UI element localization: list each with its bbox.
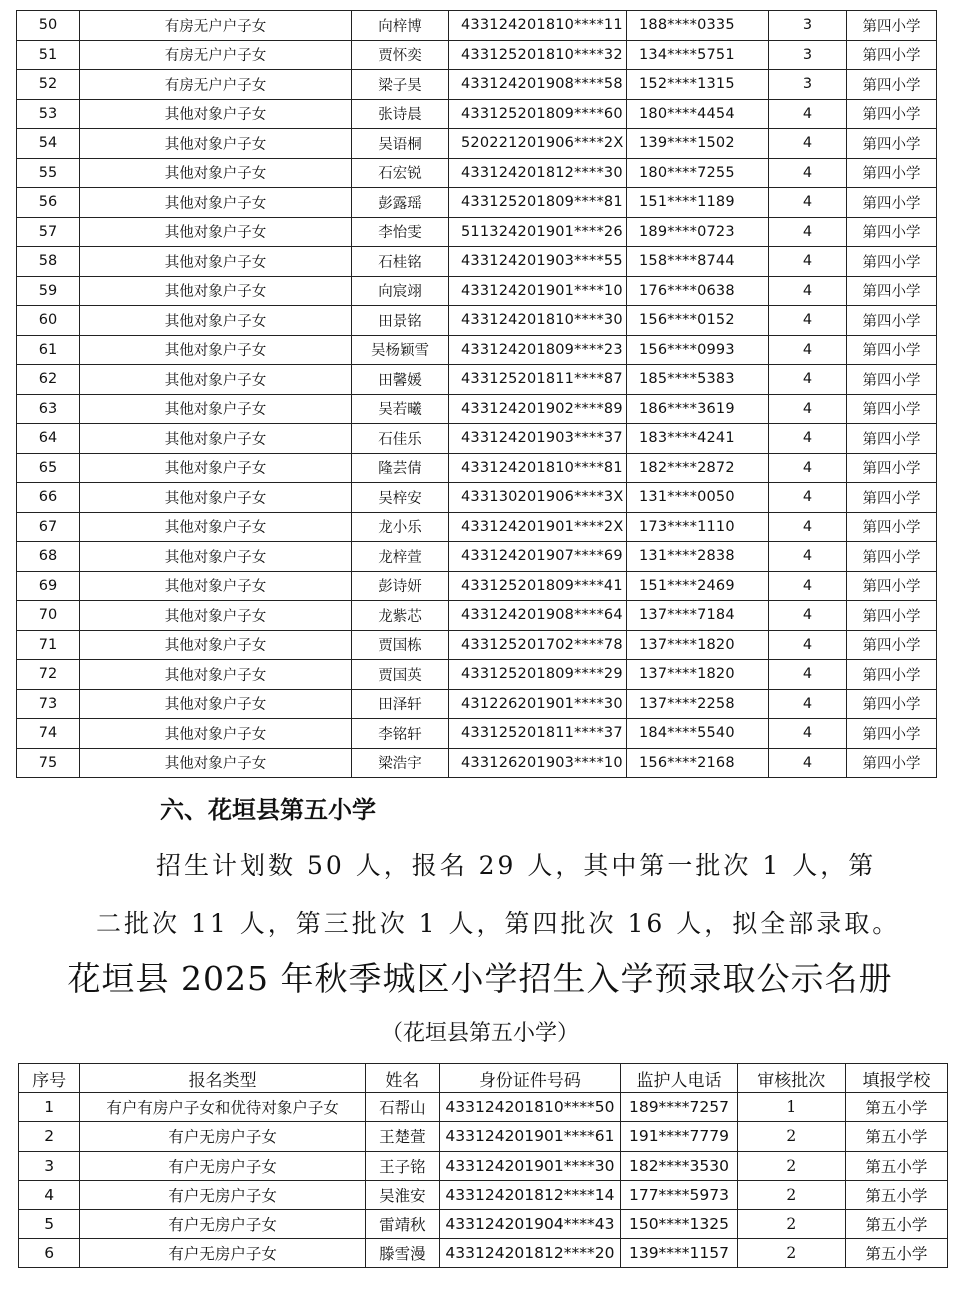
cell-review-batch: 4: [769, 335, 847, 365]
cell-category: 其他对象户子女: [80, 365, 352, 395]
cell-name: 张诗晨: [352, 99, 449, 129]
cell-name: 雷靖秋: [366, 1209, 440, 1238]
table-row: [17, 70, 937, 100]
table-row: [17, 40, 937, 70]
cell-category: 有房无户户子女: [80, 11, 352, 41]
cell-name: 吴若曦: [352, 394, 449, 424]
table-row: [17, 571, 937, 601]
cell-seq: 53: [17, 99, 80, 129]
cell-id-number: 433124201901****61: [439, 1122, 621, 1151]
cell-id-number: 431226201901****30: [449, 689, 627, 719]
cell-id-number: 433124201810****81: [449, 453, 627, 483]
table-row: [17, 365, 937, 395]
cell-id-number: 433124201904****43: [439, 1209, 621, 1238]
cell-category: 其他对象户子女: [80, 630, 352, 660]
cell-category: 其他对象户子女: [80, 483, 352, 513]
cell-school: 第四小学: [847, 129, 937, 159]
cell-review-batch: 4: [769, 424, 847, 454]
cell-id-number: 433125201811****37: [449, 719, 627, 749]
cell-id-number: 433124201901****10: [449, 276, 627, 306]
cell-category: 有房无户户子女: [80, 70, 352, 100]
cell-seq: 61: [17, 335, 80, 365]
cell-id-number: 433124201902****89: [449, 394, 627, 424]
cell-seq: 52: [17, 70, 80, 100]
cell-name: 梁浩宇: [352, 748, 449, 778]
cell-review-batch: 4: [769, 276, 847, 306]
cell-id-number: 433124201810****50: [439, 1093, 621, 1122]
cell-guardian-phone: 139****1502: [627, 129, 769, 159]
section-paragraph-line-1: 招生计划数 50 人，报名 29 人，其中第一批次 1 人，第: [156, 851, 877, 880]
cell-id-number: 511324201901****26: [449, 217, 627, 247]
cell-school: 第四小学: [847, 70, 937, 100]
cell-school: 第四小学: [847, 748, 937, 778]
cell-category: 其他对象户子女: [80, 542, 352, 572]
cell-review-batch: 4: [769, 571, 847, 601]
cell-review-batch: 4: [769, 247, 847, 277]
cell-category: 有户无房户子女: [80, 1180, 366, 1209]
cell-review-batch: 4: [769, 630, 847, 660]
cell-school: 第五小学: [845, 1239, 947, 1268]
cell-seq: 6: [19, 1239, 80, 1268]
cell-school: 第四小学: [847, 247, 937, 277]
table-row: [17, 453, 937, 483]
cell-id-number: 433124201809****23: [449, 335, 627, 365]
table-header-row: [19, 1064, 948, 1093]
cell-review-batch: 4: [769, 601, 847, 631]
cell-name: 贾国栋: [352, 630, 449, 660]
cell-school: 第四小学: [847, 689, 937, 719]
cell-category: 有户无房户子女: [80, 1209, 366, 1238]
cell-school: 第四小学: [847, 40, 937, 70]
cell-category: 其他对象户子女: [80, 748, 352, 778]
cell-seq: 62: [17, 365, 80, 395]
cell-school: 第四小学: [847, 217, 937, 247]
cell-name: 田泽轩: [352, 689, 449, 719]
cell-school: 第四小学: [847, 601, 937, 631]
cell-review-batch: 4: [769, 306, 847, 336]
cell-name: 彭露瑶: [352, 188, 449, 218]
cell-guardian-phone: 173****1110: [627, 512, 769, 542]
cell-id-number: 433124201810****30: [449, 306, 627, 336]
cell-review-batch: 4: [769, 542, 847, 572]
cell-seq: 66: [17, 483, 80, 513]
section-paragraph-line-2: 二批次 11 人，第三批次 1 人，第四批次 16 人，拟全部录取。: [96, 909, 901, 938]
table-row: [17, 99, 937, 129]
cell-category: 其他对象户子女: [80, 188, 352, 218]
table-row: [17, 542, 937, 572]
cell-id-number: 433124201903****55: [449, 247, 627, 277]
cell-guardian-phone: 182****3530: [621, 1151, 737, 1180]
cell-review-batch: 4: [769, 217, 847, 247]
cell-seq: 56: [17, 188, 80, 218]
table-row: [17, 217, 937, 247]
cell-seq: 5: [19, 1209, 80, 1238]
cell-category: 其他对象户子女: [80, 660, 352, 690]
cell-name: 贾国英: [352, 660, 449, 690]
cell-seq: 64: [17, 424, 80, 454]
cell-id-number: 433124201901****2X: [449, 512, 627, 542]
document-title: 花垣县 2025 年秋季城区小学招生入学预录取公示名册: [67, 959, 893, 998]
cell-guardian-phone: 134****5751: [627, 40, 769, 70]
table-row: [19, 1151, 948, 1180]
table-row: [17, 158, 937, 188]
table-row: [17, 276, 937, 306]
table-row: [19, 1239, 948, 1268]
cell-name: 吴杨颖雪: [352, 335, 449, 365]
cell-id-number: 433124201810****11: [449, 11, 627, 41]
table-row: [19, 1093, 948, 1122]
cell-category: 其他对象户子女: [80, 99, 352, 129]
cell-guardian-phone: 184****5540: [627, 719, 769, 749]
table-row: [17, 483, 937, 513]
cell-seq: 3: [19, 1151, 80, 1180]
cell-review-batch: 4: [769, 748, 847, 778]
cell-category: 其他对象户子女: [80, 453, 352, 483]
cell-category: 其他对象户子女: [80, 276, 352, 306]
cell-guardian-phone: 191****7779: [621, 1122, 737, 1151]
cell-category: 有户无房户子女: [80, 1151, 366, 1180]
cell-seq: 63: [17, 394, 80, 424]
section-heading: 六、花垣县第五小学: [160, 796, 376, 824]
document-subtitle: （花垣县第五小学）: [380, 1021, 579, 1046]
header-guardian-phone: 监护人电话: [621, 1064, 737, 1093]
cell-guardian-phone: 176****0638: [627, 276, 769, 306]
cell-school: 第四小学: [847, 99, 937, 129]
cell-name: 向梓博: [352, 11, 449, 41]
cell-guardian-phone: 186****3619: [627, 394, 769, 424]
cell-school: 第四小学: [847, 660, 937, 690]
cell-category: 有房无户户子女: [80, 40, 352, 70]
cell-seq: 50: [17, 11, 80, 41]
cell-name: 滕雪漫: [366, 1239, 440, 1268]
table-row: [17, 660, 937, 690]
table-row: [17, 630, 937, 660]
cell-guardian-phone: 177****5973: [621, 1180, 737, 1209]
cell-category: 其他对象户子女: [80, 394, 352, 424]
cell-name: 龙紫芯: [352, 601, 449, 631]
cell-review-batch: 4: [769, 719, 847, 749]
cell-school: 第四小学: [847, 453, 937, 483]
cell-id-number: 433124201812****30: [449, 158, 627, 188]
cell-id-number: 433125201809****29: [449, 660, 627, 690]
cell-guardian-phone: 131****2838: [627, 542, 769, 572]
cell-name: 贾怀奕: [352, 40, 449, 70]
table-row: [17, 306, 937, 336]
header-school: 填报学校: [845, 1064, 947, 1093]
cell-guardian-phone: 131****0050: [627, 483, 769, 513]
table-row: [17, 188, 937, 218]
cell-school: 第四小学: [847, 630, 937, 660]
cell-school: 第五小学: [845, 1122, 947, 1151]
cell-seq: 55: [17, 158, 80, 188]
cell-guardian-phone: 137****7184: [627, 601, 769, 631]
cell-seq: 65: [17, 453, 80, 483]
cell-seq: 71: [17, 630, 80, 660]
cell-guardian-phone: 189****0723: [627, 217, 769, 247]
cell-seq: 73: [17, 689, 80, 719]
cell-school: 第四小学: [847, 306, 937, 336]
cell-name: 龙小乐: [352, 512, 449, 542]
cell-name: 彭诗妍: [352, 571, 449, 601]
cell-id-number: 433125201810****32: [449, 40, 627, 70]
cell-id-number: 433125201809****60: [449, 99, 627, 129]
cell-review-batch: 2: [737, 1209, 845, 1238]
cell-guardian-phone: 137****2258: [627, 689, 769, 719]
table-row: [17, 247, 937, 277]
table-row: [17, 719, 937, 749]
cell-school: 第四小学: [847, 11, 937, 41]
cell-guardian-phone: 150****1325: [621, 1209, 737, 1238]
cell-guardian-phone: 139****1157: [621, 1239, 737, 1268]
table-row: [17, 129, 937, 159]
cell-name: 石佳乐: [352, 424, 449, 454]
cell-guardian-phone: 158****8744: [627, 247, 769, 277]
cell-category: 有户有房户子女和优待对象户子女: [80, 1093, 366, 1122]
cell-school: 第四小学: [847, 719, 937, 749]
cell-school: 第四小学: [847, 335, 937, 365]
cell-review-batch: 3: [769, 11, 847, 41]
cell-id-number: 433124201812****20: [439, 1239, 621, 1268]
enrollment-table-school-4: [16, 10, 937, 778]
cell-name: 吴语桐: [352, 129, 449, 159]
cell-review-batch: 3: [769, 40, 847, 70]
table-row: [17, 689, 937, 719]
cell-guardian-phone: 183****4241: [627, 424, 769, 454]
table-row: [17, 512, 937, 542]
cell-id-number: 433126201903****10: [449, 748, 627, 778]
cell-category: 其他对象户子女: [80, 158, 352, 188]
cell-id-number: 433125201809****81: [449, 188, 627, 218]
cell-review-batch: 4: [769, 660, 847, 690]
cell-id-number: 433124201903****37: [449, 424, 627, 454]
cell-school: 第四小学: [847, 483, 937, 513]
cell-id-number: 433125201811****87: [449, 365, 627, 395]
cell-review-batch: 4: [769, 365, 847, 395]
cell-seq: 68: [17, 542, 80, 572]
cell-name: 李怡雯: [352, 217, 449, 247]
cell-review-batch: 4: [769, 394, 847, 424]
cell-category: 其他对象户子女: [80, 424, 352, 454]
cell-school: 第五小学: [845, 1209, 947, 1238]
cell-review-batch: 4: [769, 483, 847, 513]
cell-id-number: 433130201906****3X: [449, 483, 627, 513]
cell-guardian-phone: 182****2872: [627, 453, 769, 483]
cell-review-batch: 4: [769, 453, 847, 483]
cell-school: 第四小学: [847, 394, 937, 424]
cell-seq: 74: [17, 719, 80, 749]
cell-name: 隆芸倩: [352, 453, 449, 483]
cell-category: 其他对象户子女: [80, 129, 352, 159]
cell-name: 石帮山: [366, 1093, 440, 1122]
cell-review-batch: 4: [769, 689, 847, 719]
cell-category: 其他对象户子女: [80, 306, 352, 336]
cell-guardian-phone: 180****7255: [627, 158, 769, 188]
cell-guardian-phone: 151****2469: [627, 571, 769, 601]
cell-school: 第四小学: [847, 512, 937, 542]
cell-school: 第四小学: [847, 276, 937, 306]
cell-school: 第五小学: [845, 1180, 947, 1209]
cell-category: 其他对象户子女: [80, 719, 352, 749]
cell-review-batch: 4: [769, 99, 847, 129]
table-row: [17, 394, 937, 424]
cell-school: 第五小学: [845, 1093, 947, 1122]
header-category: 报名类型: [80, 1064, 366, 1093]
cell-name: 吴淮安: [366, 1180, 440, 1209]
cell-school: 第四小学: [847, 571, 937, 601]
cell-review-batch: 2: [737, 1151, 845, 1180]
cell-seq: 1: [19, 1093, 80, 1122]
cell-category: 有户无房户子女: [80, 1122, 366, 1151]
cell-seq: 67: [17, 512, 80, 542]
cell-name: 石宏锐: [352, 158, 449, 188]
cell-category: 其他对象户子女: [80, 217, 352, 247]
cell-id-number: 433124201908****58: [449, 70, 627, 100]
table-row: [19, 1180, 948, 1209]
table-row: [17, 335, 937, 365]
cell-review-batch: 3: [769, 70, 847, 100]
cell-guardian-phone: 156****2168: [627, 748, 769, 778]
header-id-number: 身份证件号码: [439, 1064, 621, 1093]
table-row: [17, 424, 937, 454]
cell-seq: 2: [19, 1122, 80, 1151]
cell-guardian-phone: 151****1189: [627, 188, 769, 218]
cell-seq: 51: [17, 40, 80, 70]
cell-guardian-phone: 152****1315: [627, 70, 769, 100]
enrollment-table-school-5: [18, 1063, 948, 1268]
header-review-batch: 审核批次: [737, 1064, 845, 1093]
cell-seq: 58: [17, 247, 80, 277]
cell-review-batch: 4: [769, 129, 847, 159]
cell-category: 其他对象户子女: [80, 335, 352, 365]
cell-review-batch: 2: [737, 1239, 845, 1268]
cell-seq: 59: [17, 276, 80, 306]
cell-school: 第四小学: [847, 188, 937, 218]
cell-guardian-phone: 185****5383: [627, 365, 769, 395]
cell-seq: 72: [17, 660, 80, 690]
cell-guardian-phone: 156****0993: [627, 335, 769, 365]
cell-seq: 60: [17, 306, 80, 336]
cell-review-batch: 2: [737, 1180, 845, 1209]
table-row: [19, 1209, 948, 1238]
cell-id-number: 433124201908****64: [449, 601, 627, 631]
cell-category: 有户无房户子女: [80, 1239, 366, 1268]
cell-name: 王子铭: [366, 1151, 440, 1180]
cell-seq: 54: [17, 129, 80, 159]
cell-category: 其他对象户子女: [80, 689, 352, 719]
cell-school: 第五小学: [845, 1151, 947, 1180]
cell-guardian-phone: 180****4454: [627, 99, 769, 129]
cell-id-number: 433124201812****14: [439, 1180, 621, 1209]
cell-name: 石桂铭: [352, 247, 449, 277]
cell-review-batch: 4: [769, 188, 847, 218]
cell-guardian-phone: 188****0335: [627, 11, 769, 41]
table-row: [17, 601, 937, 631]
cell-school: 第四小学: [847, 542, 937, 572]
cell-id-number: 520221201906****2X: [449, 129, 627, 159]
cell-guardian-phone: 137****1820: [627, 660, 769, 690]
cell-school: 第四小学: [847, 365, 937, 395]
table-row: [19, 1122, 948, 1151]
cell-guardian-phone: 189****7257: [621, 1093, 737, 1122]
cell-name: 吴梓安: [352, 483, 449, 513]
cell-id-number: 433125201702****78: [449, 630, 627, 660]
header-name: 姓名: [366, 1064, 440, 1093]
cell-category: 其他对象户子女: [80, 601, 352, 631]
cell-guardian-phone: 156****0152: [627, 306, 769, 336]
cell-school: 第四小学: [847, 158, 937, 188]
cell-category: 其他对象户子女: [80, 571, 352, 601]
cell-review-batch: 1: [737, 1093, 845, 1122]
table-row: [17, 748, 937, 778]
cell-school: 第四小学: [847, 424, 937, 454]
cell-name: 向宸翊: [352, 276, 449, 306]
cell-seq: 4: [19, 1180, 80, 1209]
cell-seq: 57: [17, 217, 80, 247]
cell-name: 梁子昊: [352, 70, 449, 100]
cell-review-batch: 4: [769, 512, 847, 542]
cell-seq: 75: [17, 748, 80, 778]
cell-name: 龙梓萱: [352, 542, 449, 572]
cell-id-number: 433125201809****41: [449, 571, 627, 601]
cell-name: 王楚萱: [366, 1122, 440, 1151]
cell-name: 田景铭: [352, 306, 449, 336]
cell-seq: 69: [17, 571, 80, 601]
cell-category: 其他对象户子女: [80, 512, 352, 542]
cell-guardian-phone: 137****1820: [627, 630, 769, 660]
cell-id-number: 433124201907****69: [449, 542, 627, 572]
cell-seq: 70: [17, 601, 80, 631]
cell-category: 其他对象户子女: [80, 247, 352, 277]
cell-review-batch: 2: [737, 1122, 845, 1151]
cell-name: 李铭轩: [352, 719, 449, 749]
cell-id-number: 433124201901****30: [439, 1151, 621, 1180]
header-seq: 序号: [19, 1064, 80, 1093]
cell-review-batch: 4: [769, 158, 847, 188]
cell-name: 田馨媛: [352, 365, 449, 395]
table-row: [17, 11, 937, 41]
